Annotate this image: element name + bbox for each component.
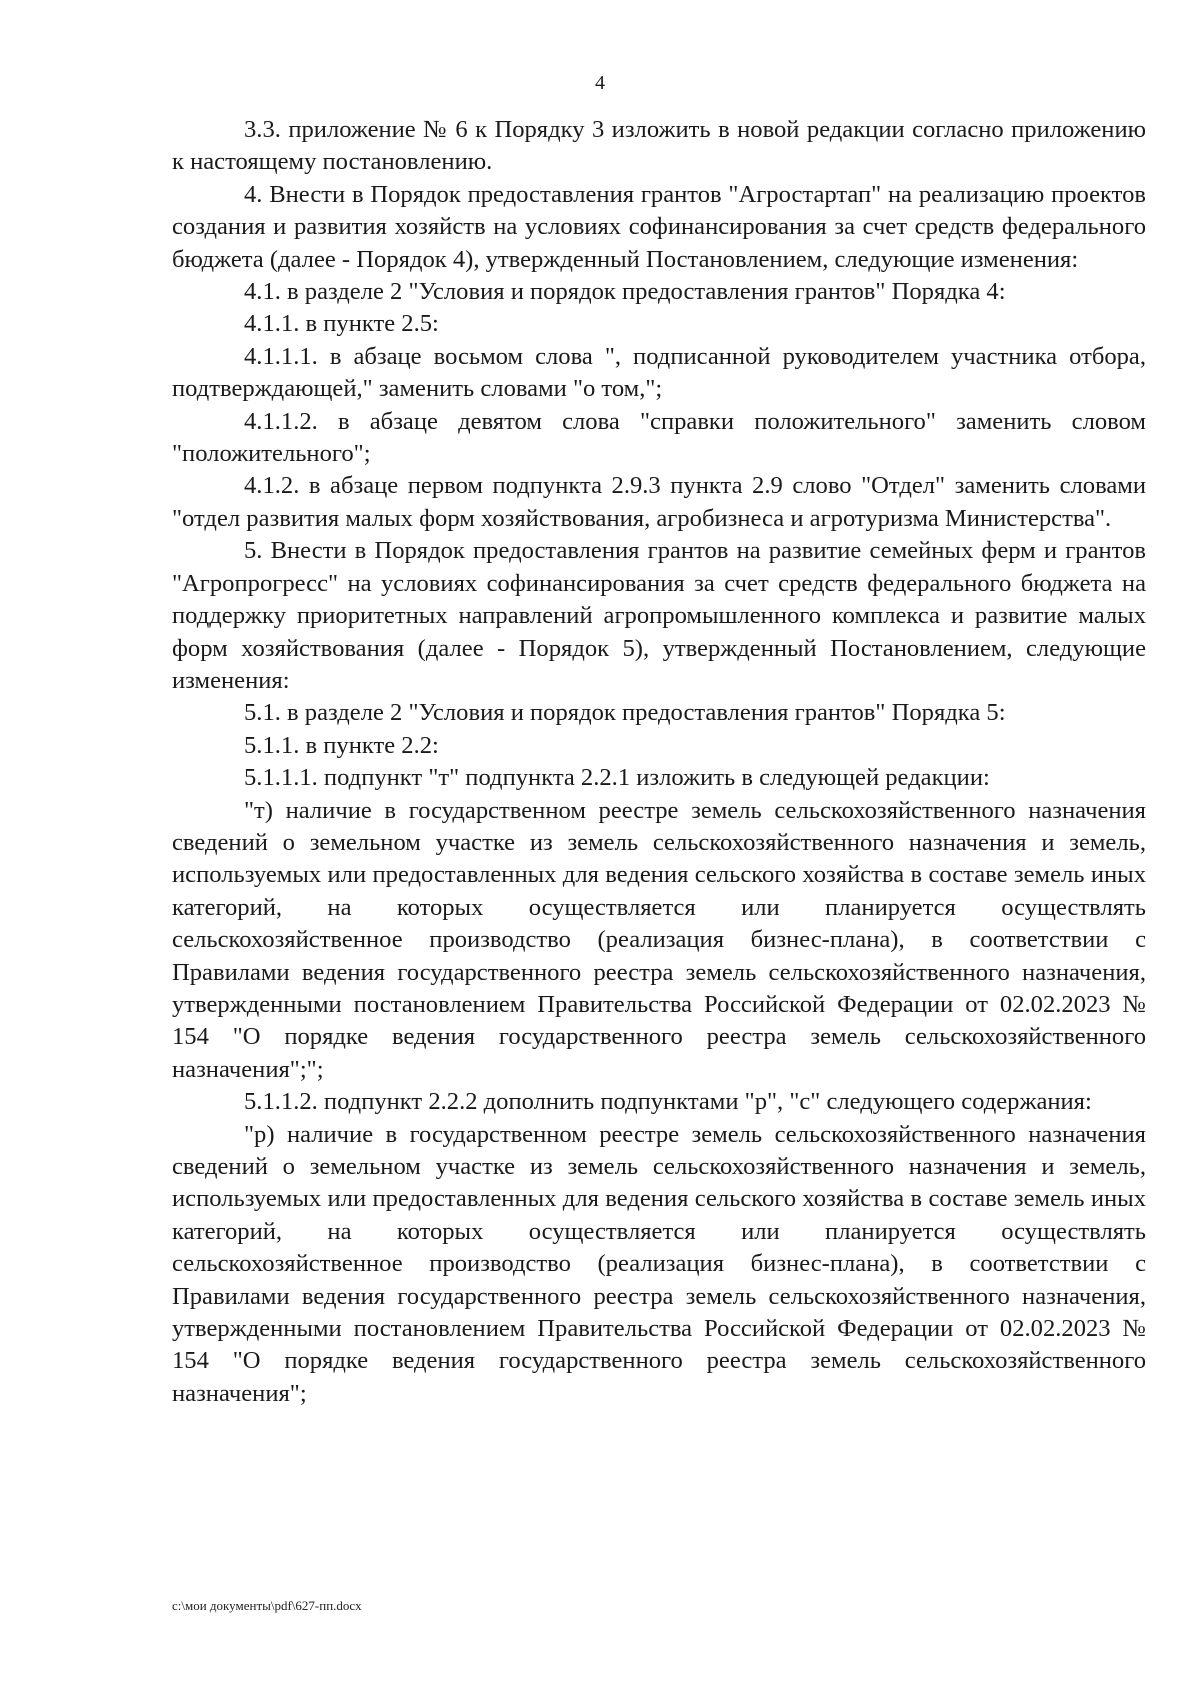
paragraph-5-1-1-2: 5.1.1.2. подпункт 2.2.2 дополнить подпунктами "р", "с" следующего содержания:	[244, 1088, 1092, 1116]
document-body	[172, 114, 1146, 1410]
paragraph-5-1: 5.1. в разделе 2 "Условия и порядок предоставления грантов" Порядка 5:	[244, 699, 1006, 727]
paragraph-5-1-1-1: 5.1.1.1. подпункт "т" подпункта 2.2.1 изложить в следующей редакции:	[244, 764, 990, 792]
paragraph-5: 5. Внести в Порядок предоставления грантов на развитие семейных ферм и грантов "Агропрогресс" на условиях софинансирования за счет средств федерального бюджета на поддержку приоритетных направлений агропромышленного комплекса и развитие малых форм хозяйствования (далее - Порядок 5), утвержденный Постановлением, следующие изменения:	[172, 537, 1146, 694]
paragraph-4-1: 4.1. в разделе 2 "Условия и порядок предоставления грантов" Порядка 4:	[244, 278, 1006, 306]
paragraph-4: 4. Внести в Порядок предоставления грантов "Агростартап" на реализацию проектов создания и развития хозяйств на условиях софинансирования за счет средств федерального бюджета (далее - Порядок 4), утвержденный Постановлением, следующие изменения:	[172, 180, 1146, 273]
paragraph-4-1-1-1: 4.1.1.1. в абзаце восьмом слова ", подписанной руководителем участника отбора, подтверждающей," заменить словами "о том,";	[172, 342, 1146, 403]
paragraph-4-1-1: 4.1.1. в пункте 2.5:	[244, 310, 439, 338]
paragraph-3-3: 3.3. приложение № 6 к Порядку 3 изложить в новой редакции согласно приложению к настоящему постановлению.	[172, 116, 1146, 176]
paragraph-5-1-1: 5.1.1. в пункте 2.2:	[244, 731, 439, 759]
paragraph-4-1-2: 4.1.2. в абзаце первом подпункта 2.9.3 пункта 2.9 слово "Отдел" заменить словами "отдел развития малых форм хозяйствования, агробизнеса и агротуризма Министерства".	[172, 472, 1146, 532]
page-number: 4	[595, 72, 605, 94]
paragraph-4-1-1-2: 4.1.1.2. в абзаце девятом слова "справки положительного" заменить словом "положительного";	[172, 407, 1146, 468]
paragraph-subpoint-r: "р) наличие в государственном реестре земель сельскохозяйственного назначения сведений о земельном участке из земель сельскохозяйственного назначения и земель, используемых или предоставленных для ведения сельского хозяйства в составе земель иных категорий, на которых осуществляется или планируется осуществлять сельскохозяйственное производство (реализация бизнес-плана), в соответствии с Правилами ведения государственного реестра земель сельскохозяйственного назначения, утвержденными постановлением Правительства Российской Федерации от 02.02.2023 № 154 "О порядке ведения государственного реестра земель сельскохозяйственного назначения";	[172, 1120, 1146, 1407]
paragraph-subpoint-t: "т) наличие в государственном реестре земель сельскохозяйственного назначения сведений о земельном участке из земель сельскохозяйственного назначения и земель, используемых или предоставленных для ведения сельского хозяйства в составе земель иных категорий, на которых осуществляется или планируется осуществлять сельскохозяйственное производство (реализация бизнес-плана), в соответствии с Правилами ведения государственного реестра земель сельскохозяйственного назначения, утвержденными постановлением Правительства Российской Федерации от 02.02.2023 № 154 "О порядке ведения государственного реестра земель сельскохозяйственного назначения";";	[172, 796, 1146, 1083]
footer-file-path: c:\мои документы\pdf\627-пп.docx	[172, 1598, 362, 1613]
